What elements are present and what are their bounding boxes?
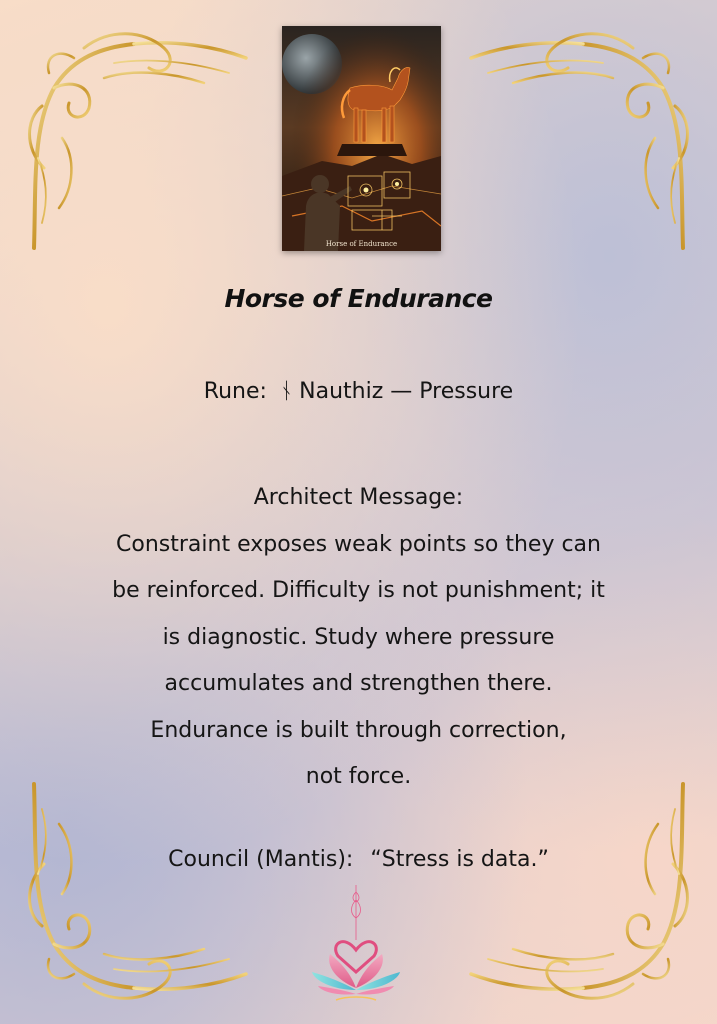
artwork-caption: Horse of Endurance bbox=[325, 240, 398, 248]
message-line: be reinforced. Difficulty is not punishment; it bbox=[112, 578, 605, 603]
council-quote: “Stress is data.” bbox=[370, 847, 549, 872]
top-right-flourish-icon bbox=[463, 18, 703, 258]
rune-meaning: Pressure bbox=[419, 379, 514, 404]
council-line bbox=[0, 847, 717, 872]
architect-heading: Architect Message: bbox=[253, 485, 464, 510]
council-label: Council (Mantis): bbox=[168, 847, 354, 872]
message-line: Endurance is built through correction, bbox=[150, 717, 567, 743]
bottom-left-flourish-icon bbox=[14, 774, 254, 1014]
rune-symbol: ᚾ bbox=[279, 379, 294, 404]
rune-label: Rune: bbox=[203, 379, 267, 404]
message-line: is diagnostic. Study where pressure bbox=[162, 624, 555, 650]
message-line: accumulates and strengthen there. bbox=[164, 671, 553, 696]
rune-line bbox=[0, 379, 717, 404]
message-line: not force. bbox=[305, 764, 412, 789]
rune-separator: — bbox=[390, 379, 413, 404]
horse-artwork-image bbox=[282, 26, 441, 251]
rune-name: Nauthiz bbox=[299, 379, 384, 404]
lotus-heart-icon bbox=[306, 880, 406, 1015]
card-title: Horse of Endurance bbox=[224, 284, 493, 313]
bottom-right-flourish-icon bbox=[463, 774, 703, 1014]
message-line: Constraint exposes weak points so they can bbox=[116, 531, 601, 557]
top-left-flourish-icon bbox=[14, 18, 254, 258]
architect-message bbox=[40, 475, 677, 801]
